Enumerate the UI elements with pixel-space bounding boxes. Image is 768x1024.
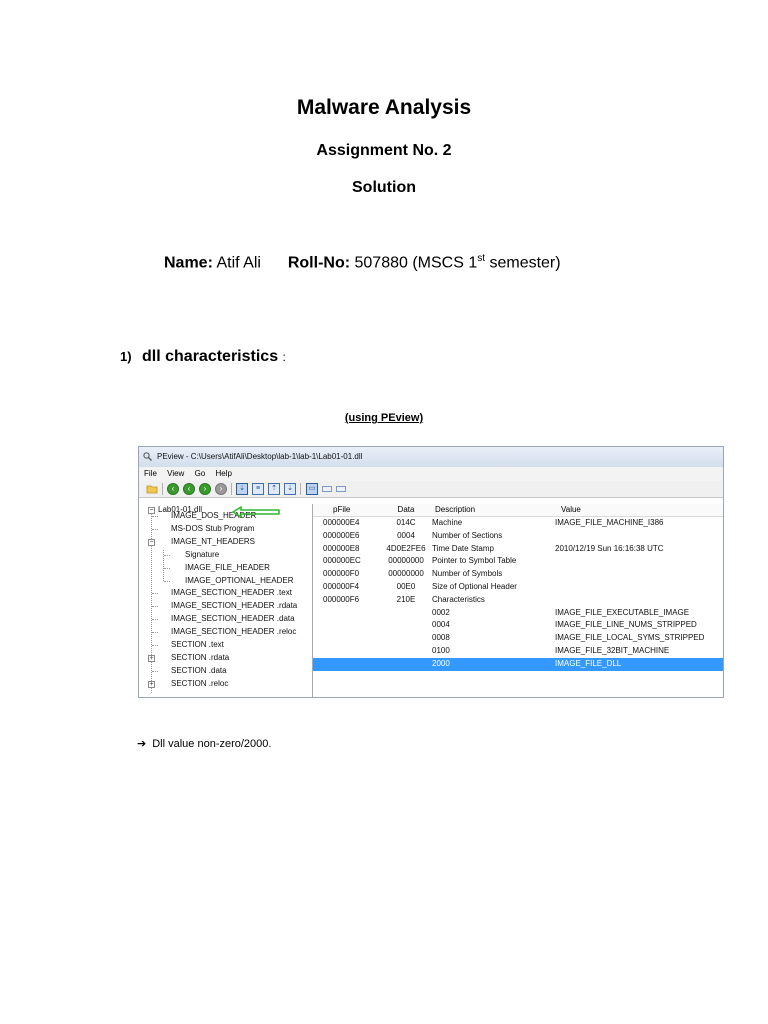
- table-cell: 4D0E2FE6: [386, 543, 426, 553]
- grid-body: [313, 517, 723, 671]
- table-cell: 000000E4: [323, 518, 360, 527]
- table-row[interactable]: [313, 517, 723, 530]
- table-cell: 2010/12/19 Sun 16:16:38 UTC: [555, 543, 664, 553]
- table-cell: 210E: [396, 594, 416, 604]
- table-row[interactable]: [313, 555, 723, 568]
- table-cell: 00000000: [388, 569, 424, 579]
- table-cell: Number of Sections: [432, 530, 503, 540]
- tree-item[interactable]: Signature: [185, 550, 220, 559]
- column-header-pfile[interactable]: pFile: [333, 505, 351, 514]
- toolbar: [139, 481, 723, 498]
- roll-value: 507880 (MSCS 1: [354, 254, 478, 272]
- table-cell: 0002: [432, 607, 450, 617]
- tree-item[interactable]: Lab01-01.dll: [158, 505, 203, 514]
- table-cell: 014C: [396, 518, 416, 527]
- name-label: Name:: [164, 254, 213, 272]
- view-hex-icon[interactable]: ⇣: [236, 483, 248, 495]
- tree-item[interactable]: IMAGE_SECTION_HEADER .text: [171, 588, 292, 597]
- tree-item[interactable]: SECTION .rdata: [171, 653, 230, 662]
- right-arrow-icon: ➔: [137, 737, 147, 750]
- structure-tree: [139, 504, 313, 697]
- menu-view[interactable]: View: [167, 469, 185, 478]
- table-cell: 00E0: [396, 581, 416, 591]
- peview-window: [138, 446, 724, 698]
- tool-caption: (using PEview): [344, 412, 424, 424]
- next-icon[interactable]: ›: [199, 483, 211, 495]
- table-cell: 000000F0: [323, 569, 360, 579]
- tree-item[interactable]: IMAGE_SECTION_HEADER .rdata: [171, 601, 298, 610]
- answer-text: Dll value non-zero/2000.: [152, 738, 272, 750]
- table-cell: IMAGE_FILE_32BIT_MACHINE: [555, 645, 670, 655]
- tree-item[interactable]: IMAGE_SECTION_HEADER .data: [171, 614, 295, 623]
- table-cell: Machine: [432, 518, 463, 527]
- last-icon[interactable]: ›: [215, 483, 227, 495]
- expand-nt-icon[interactable]: −: [149, 539, 154, 546]
- view-dword-icon[interactable]: ⇣: [284, 483, 296, 495]
- solution-label: Solution: [352, 179, 416, 196]
- table-row[interactable]: [313, 594, 723, 607]
- tree-item[interactable]: SECTION .text: [171, 640, 224, 649]
- assignment-label: Assignment No. 2: [316, 142, 452, 159]
- open-folder-icon[interactable]: [146, 483, 158, 495]
- menu-file[interactable]: File: [144, 469, 157, 478]
- answer-line: [137, 737, 271, 750]
- table-cell: 0008: [432, 633, 450, 643]
- tree-item[interactable]: IMAGE_SECTION_HEADER .reloc: [171, 627, 297, 636]
- name-value: Atif Ali: [216, 254, 261, 272]
- expand-reloc-icon[interactable]: +: [149, 681, 154, 688]
- table-cell: Size of Optional Header: [432, 581, 517, 591]
- previous-icon[interactable]: ‹: [183, 483, 195, 495]
- table-cell: 0004: [397, 530, 415, 540]
- table-row[interactable]: [313, 645, 723, 658]
- expand-rdata-icon[interactable]: +: [149, 655, 154, 662]
- table-row[interactable]: [313, 581, 723, 594]
- document-title: Malware Analysis: [296, 96, 472, 119]
- view-word-icon[interactable]: ⇡: [268, 483, 280, 495]
- table-row[interactable]: [313, 530, 723, 543]
- table-row[interactable]: [313, 658, 723, 671]
- address-mode-icon[interactable]: ▭: [306, 483, 318, 495]
- table-row[interactable]: [313, 568, 723, 581]
- table-cell: 000000F6: [323, 594, 360, 604]
- raw-mode-icon[interactable]: [336, 486, 346, 492]
- table-cell: 000000F4: [323, 581, 360, 591]
- tree-item[interactable]: SECTION .reloc: [171, 679, 229, 688]
- student-info: [164, 253, 561, 272]
- roll-tail: semester): [485, 254, 561, 272]
- table-cell: IMAGE_FILE_EXECUTABLE_IMAGE: [555, 607, 690, 617]
- window-title: PEview - C:\Users\AtifAli\Desktop\lab-1\lab-1\Lab01-01.dll: [157, 452, 363, 461]
- table-cell: 000000E8: [323, 543, 360, 553]
- window-titlebar: [139, 447, 723, 467]
- menu-help[interactable]: Help: [215, 469, 232, 478]
- table-cell: 0100: [432, 645, 450, 655]
- table-cell: Characteristics: [432, 594, 485, 604]
- tree-item[interactable]: IMAGE_FILE_HEADER: [185, 563, 270, 572]
- tree-item[interactable]: IMAGE_NT_HEADERS: [171, 537, 256, 546]
- table-cell: IMAGE_FILE_MACHINE_I386: [555, 518, 664, 527]
- question-1: [120, 348, 286, 366]
- question-number: 1): [120, 349, 132, 364]
- table-cell: Number of Symbols: [432, 569, 503, 579]
- roll-sup: st: [477, 253, 486, 264]
- tree-item[interactable]: MS-DOS Stub Program: [171, 524, 255, 533]
- question-colon: :: [282, 350, 286, 364]
- grid-header: [313, 504, 723, 517]
- table-cell: 000000E6: [323, 530, 360, 540]
- first-icon[interactable]: ‹: [167, 483, 179, 495]
- menu-bar: [139, 467, 723, 481]
- table-cell: 00000000: [388, 556, 424, 566]
- column-header-description[interactable]: Description: [435, 505, 476, 514]
- column-header-value[interactable]: Value: [561, 505, 581, 514]
- table-cell: Time Date Stamp: [432, 543, 494, 553]
- roll-label: Roll-No:: [287, 254, 351, 272]
- table-row[interactable]: [313, 543, 723, 556]
- data-grid: [313, 504, 723, 697]
- table-cell: 2000: [432, 658, 450, 668]
- green-arrow-icon: [231, 505, 283, 519]
- view-byte-icon[interactable]: ≡: [252, 483, 264, 495]
- expand-root-icon[interactable]: −: [149, 507, 154, 514]
- table-cell: 000000EC: [323, 556, 361, 566]
- question-title: dll characteristics: [142, 348, 279, 365]
- column-header-data[interactable]: Data: [397, 505, 415, 514]
- menu-go[interactable]: Go: [194, 469, 206, 478]
- tree-item[interactable]: IMAGE_DOS_HEADER: [171, 511, 257, 520]
- table-cell: IMAGE_FILE_LOCAL_SYMS_STRIPPED: [555, 633, 705, 643]
- rva-mode-icon[interactable]: [322, 486, 332, 492]
- table-cell: IMAGE_FILE_DLL: [555, 658, 622, 668]
- tree-item[interactable]: IMAGE_OPTIONAL_HEADER: [185, 576, 294, 585]
- tree-item[interactable]: SECTION .data: [171, 666, 227, 675]
- table-row[interactable]: [313, 619, 723, 632]
- table-cell: Pointer to Symbol Table: [432, 556, 517, 566]
- table-row[interactable]: [313, 632, 723, 645]
- table-row[interactable]: [313, 607, 723, 620]
- app-icon: [143, 452, 152, 461]
- table-cell: IMAGE_FILE_LINE_NUMS_STRIPPED: [555, 620, 697, 630]
- table-cell: 0004: [432, 620, 450, 630]
